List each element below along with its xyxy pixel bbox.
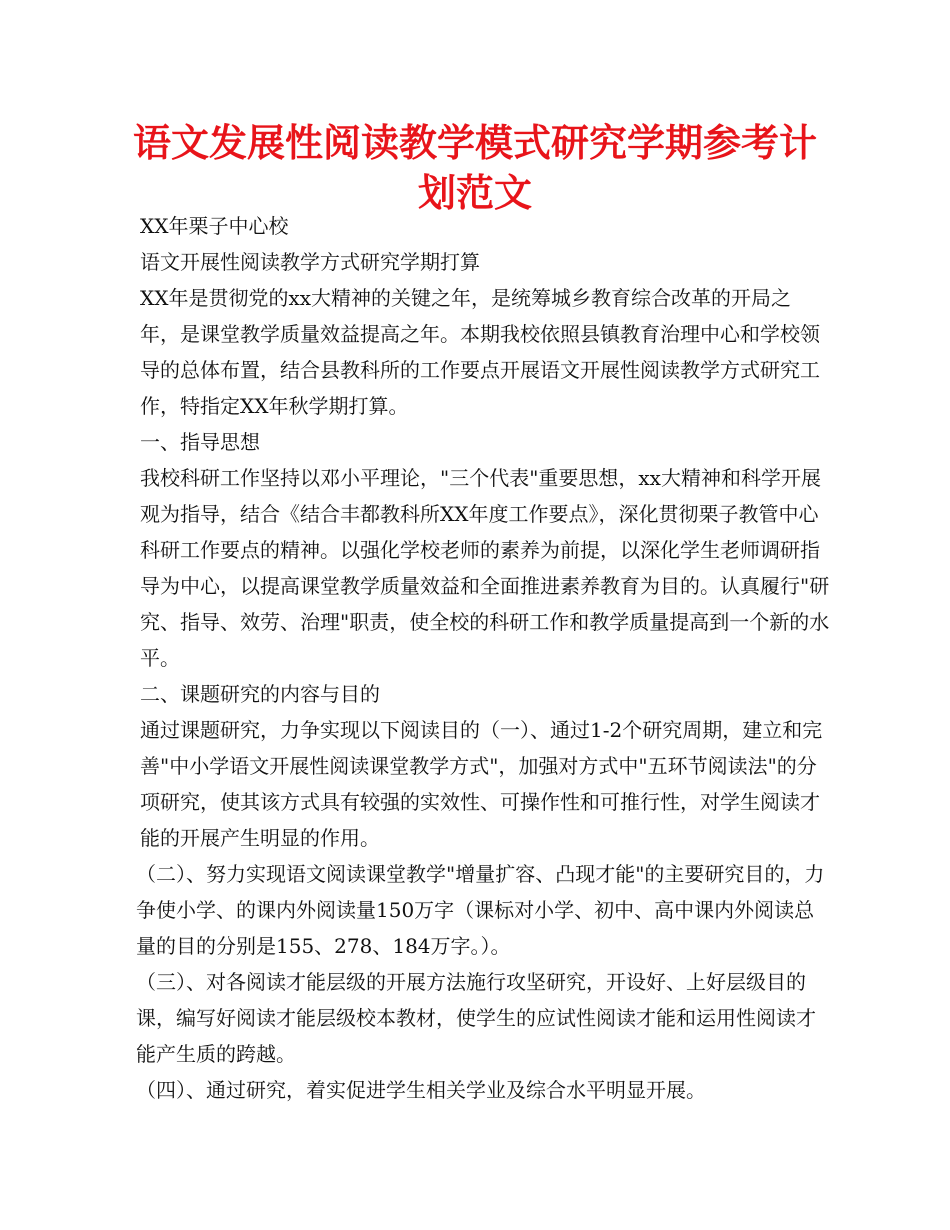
intro-paragraph: XX年是贯彻党的xx大精神的关键之年，是统筹城乡教育综合改革的开局之年，是课堂教学质量效益提高之年。本期我校依照县镇教育治理中心和学校领导的总体布置，结合县教科所的工作要点开展语文开展性阅读教学方式研究工作，特指定XX年秋学期打算。 bbox=[140, 286, 820, 418]
section-heading-research-content: 二、课题研究的内容与目的 bbox=[140, 682, 380, 706]
document-body bbox=[136, 208, 830, 1108]
research-goal-paragraph-2: （二）、努力实现语文阅读课堂教学"增量扩容、凸现才能"的主要研究目的，力争使小学、的课内外阅读量150万字（课标对小学、初中、高中课内外阅读总量的目的分别是155、278、184万字。）。 bbox=[136, 862, 825, 958]
document-title: 语文发展性阅读教学模式研究学期参考计划范文 bbox=[132, 121, 817, 215]
research-goal-paragraph-1: 通过课题研究，力争实现以下阅读目的（一）、通过1-2个研究周期，建立和完善"中小学语文开展性阅读课堂教学方式"，加强对方式中"五环节阅读法"的分项研究，使其该方式具有较强的实效性、可操作性和可推行性，对学生阅读才能的开展产生明显的作用。 bbox=[140, 718, 823, 850]
research-goal-paragraph-3: （三）、对各阅读才能层级的开展方法施行攻坚研究，开设好、上好层级目的课，编写好阅读才能层级校本教材，使学生的应试性阅读才能和运用性阅读才能产生质的跨越。 bbox=[136, 970, 816, 1066]
plan-subtitle: 语文开展性阅读教学方式研究学期打算 bbox=[140, 250, 480, 274]
school-line: XX年栗子中心校 bbox=[140, 214, 289, 238]
research-goal-paragraph-4: （四）、通过研究，着实促进学生相关学业及综合水平明显开展。 bbox=[136, 1078, 706, 1102]
section-heading-guiding-ideology: 一、指导思想 bbox=[140, 430, 260, 454]
guiding-ideology-paragraph: 我校科研工作坚持以邓小平理论，"三个代表"重要思想，xx大精神和科学开展观为指导，结合《结合丰都教科所XX年度工作要点》，深化贯彻栗子教管中心科研工作要点的精神。以强化学校老师的素养为前提，以深化学生老师调研指导为中心，以提高课堂教学质量效益和全面推进素养教育为目的。认真履行"研究、指导、效劳、治理"职责，使全校的科研工作和教学质量提高到一个新的水平。 bbox=[140, 466, 830, 670]
